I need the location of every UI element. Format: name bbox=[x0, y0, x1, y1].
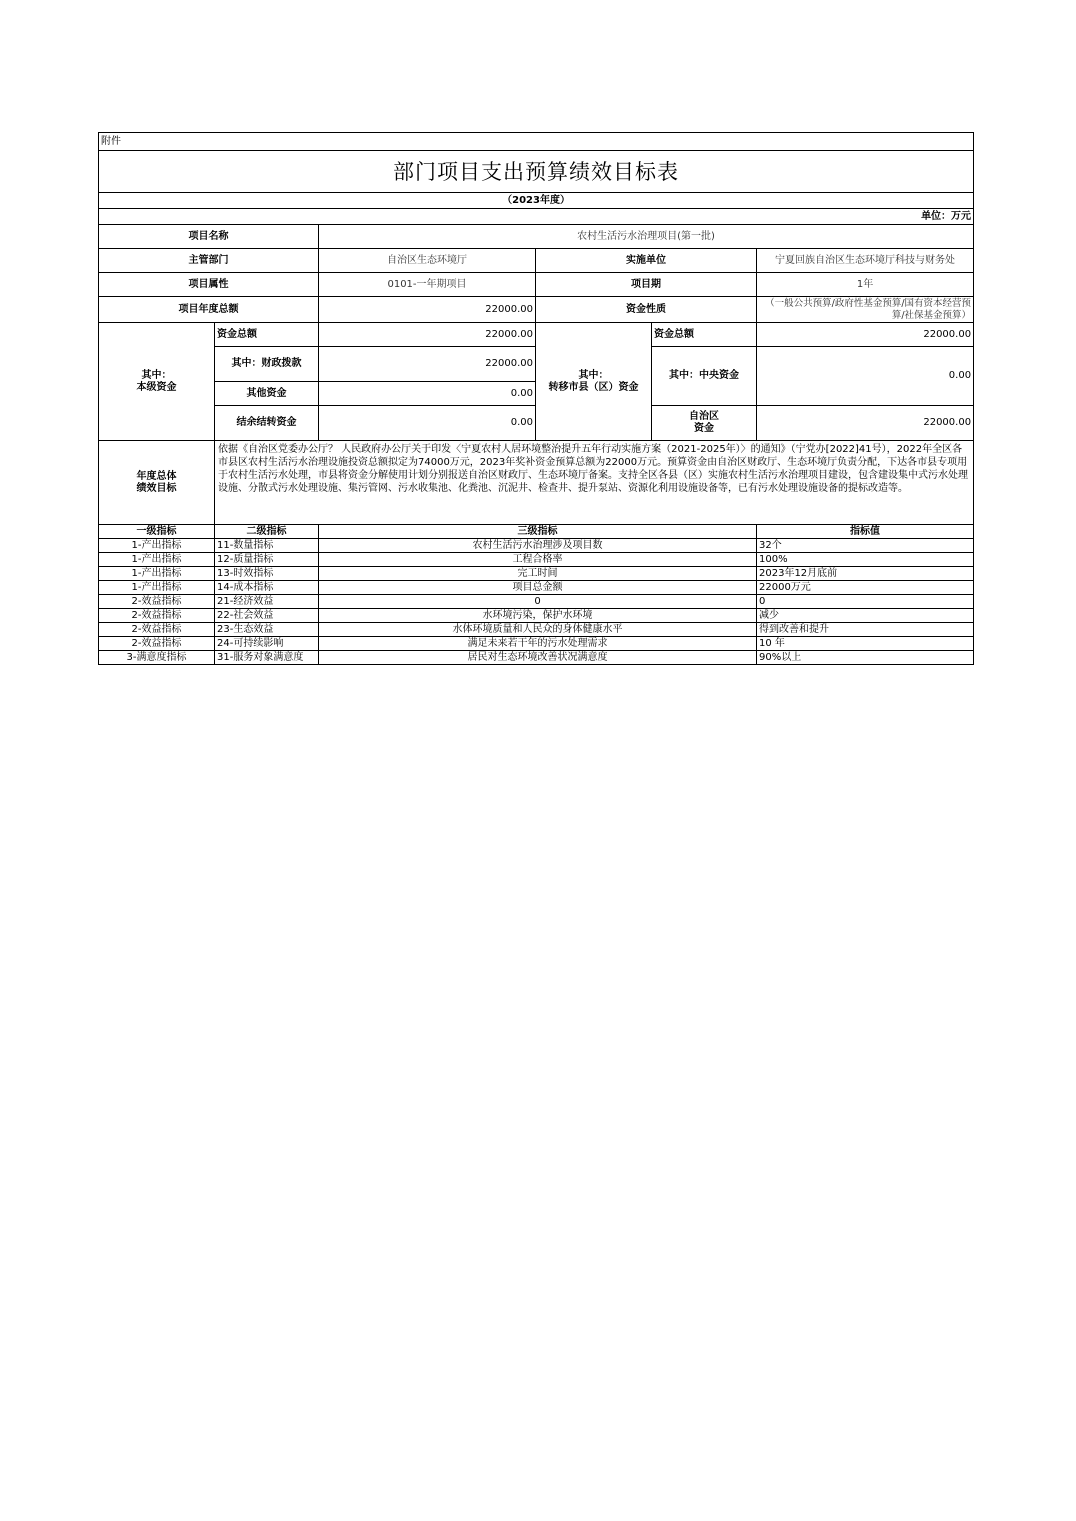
region-funds-label: 自治区 资金 bbox=[652, 406, 757, 441]
indicator-level3: 水体环境质量和人民众的身体健康水平 bbox=[319, 623, 757, 637]
indicator-row bbox=[99, 595, 974, 609]
indicator-row bbox=[99, 637, 974, 651]
indicator-level1: 1-产出指标 bbox=[99, 567, 215, 581]
indicator-row bbox=[99, 567, 974, 581]
indicator-level1: 1-产出指标 bbox=[99, 581, 215, 595]
sheet-table bbox=[98, 132, 974, 665]
annual-goal-label: 年度总体 绩效目标 bbox=[99, 441, 215, 525]
indicator-value: 32个 bbox=[757, 539, 974, 553]
indicator-level3: 居民对生态环境改善状况满意度 bbox=[319, 651, 757, 665]
indicator-level3: 项目总金额 bbox=[319, 581, 757, 595]
other-funds-label: 其他资金 bbox=[215, 382, 319, 406]
indicator-row bbox=[99, 539, 974, 553]
project-period-label: 项目期 bbox=[536, 273, 757, 297]
other-funds-value: 0.00 bbox=[319, 382, 536, 406]
central-funds-value: 0.00 bbox=[757, 347, 974, 406]
indicator-level2: 22-社会效益 bbox=[215, 609, 319, 623]
indicator-level1: 1-产出指标 bbox=[99, 539, 215, 553]
indicator-level2: 14-成本指标 bbox=[215, 581, 319, 595]
budget-performance-sheet bbox=[98, 132, 973, 665]
indicator-row bbox=[99, 651, 974, 665]
indicator-value: 0 bbox=[757, 595, 974, 609]
indicator-row bbox=[99, 581, 974, 595]
project-attr-value: 0101-一年期项目 bbox=[319, 273, 536, 297]
annual-goal-text: 依据《自治区党委办公厅？ 人民政府办公厅关于印发〈宁夏农村人居环境整治提升五年行动实施方案（2021-2025年）〉的通知》（宁党办[2022]41号），2022年全区各市县区农村生活污水治理设施投资总额拟定为74000万元，2023年奖补资金预算总额为22000万元。预算资金由自治区财政厅、生态环境厅负责分配，下达各市县专项用于农村生活污水处理，市县将资金分解使用计划分别报送自治区财政厅、生态环境厅备案。支持全区各县（区）实施农村生活污水治理项目建设，包含建设集中式污水处理设施、分散式污水处理设施、集污管网、污水收集池、化粪池、沉泥井、检查井、提升泵站、资源化利用设施设备等，已有污水处理设施设备的提标改造等。 bbox=[215, 441, 974, 525]
impl-unit-label: 实施单位 bbox=[536, 249, 757, 273]
local-total-value: 22000.00 bbox=[319, 323, 536, 347]
indicator-level2: 21-经济效益 bbox=[215, 595, 319, 609]
indicator-value: 2023年12月底前 bbox=[757, 567, 974, 581]
indicator-header-level1: 一级指标 bbox=[99, 525, 215, 539]
fiscal-allocation-label: 其中：财政拨款 bbox=[215, 347, 319, 382]
indicator-header-value: 指标值 bbox=[757, 525, 974, 539]
dept-label: 主管部门 bbox=[99, 249, 319, 273]
project-name-value: 农村生活污水治理项目(第一批) bbox=[319, 225, 974, 249]
indicator-level2: 23-生态效益 bbox=[215, 623, 319, 637]
carryover-funds-label: 结余结转资金 bbox=[215, 406, 319, 441]
impl-unit-value: 宁夏回族自治区生态环境厅科技与财务处 bbox=[757, 249, 974, 273]
indicator-level3: 农村生活污水治理涉及项目数 bbox=[319, 539, 757, 553]
indicator-row bbox=[99, 553, 974, 567]
indicator-value: 减少 bbox=[757, 609, 974, 623]
indicator-level2: 13-时效指标 bbox=[215, 567, 319, 581]
transfer-total-value: 22000.00 bbox=[757, 323, 974, 347]
fund-nature-value: （一般公共预算/政府性基金预算/国有资本经营预算/社保基金预算） bbox=[757, 297, 974, 323]
attachment-label: 附件 bbox=[99, 133, 974, 151]
indicator-header-level3: 三级指标 bbox=[319, 525, 757, 539]
indicator-value: 22000万元 bbox=[757, 581, 974, 595]
page-title: 部门项目支出预算绩效目标表 bbox=[99, 151, 974, 193]
transfer-funds-label: 其中： 转移市县（区）资金 bbox=[536, 323, 652, 441]
indicator-value: 90%以上 bbox=[757, 651, 974, 665]
indicator-value: 得到改善和提升 bbox=[757, 623, 974, 637]
indicator-level2: 12-质量指标 bbox=[215, 553, 319, 567]
fiscal-year: （2023年度） bbox=[99, 193, 974, 209]
local-total-label: 资金总额 bbox=[215, 323, 319, 347]
indicator-value: 10 年 bbox=[757, 637, 974, 651]
indicator-level1: 3-满意度指标 bbox=[99, 651, 215, 665]
indicator-header-level2: 二级指标 bbox=[215, 525, 319, 539]
indicator-level3: 满足未来若干年的污水处理需求 bbox=[319, 637, 757, 651]
carryover-funds-value: 0.00 bbox=[319, 406, 536, 441]
annual-total-label: 项目年度总额 bbox=[99, 297, 319, 323]
project-period-value: 1年 bbox=[757, 273, 974, 297]
fiscal-allocation-value: 22000.00 bbox=[319, 347, 536, 382]
indicator-row bbox=[99, 623, 974, 637]
dept-value: 自治区生态环境厅 bbox=[319, 249, 536, 273]
indicator-value: 100% bbox=[757, 553, 974, 567]
indicator-level1: 1-产出指标 bbox=[99, 553, 215, 567]
fund-nature-label: 资金性质 bbox=[536, 297, 757, 323]
indicator-level2: 24-可持续影响 bbox=[215, 637, 319, 651]
central-funds-label: 其中：中央资金 bbox=[652, 347, 757, 406]
indicator-level1: 2-效益指标 bbox=[99, 609, 215, 623]
indicator-level3: 水环境污染，保护水环境 bbox=[319, 609, 757, 623]
indicator-row bbox=[99, 609, 974, 623]
indicator-level2: 11-数量指标 bbox=[215, 539, 319, 553]
indicator-level3: 工程合格率 bbox=[319, 553, 757, 567]
region-funds-value: 22000.00 bbox=[757, 406, 974, 441]
annual-total-value: 22000.00 bbox=[319, 297, 536, 323]
local-funds-label: 其中： 本级资金 bbox=[99, 323, 215, 441]
indicator-level1: 2-效益指标 bbox=[99, 595, 215, 609]
indicator-level2: 31-服务对象满意度 bbox=[215, 651, 319, 665]
transfer-total-label: 资金总额 bbox=[652, 323, 757, 347]
unit-label: 单位：万元 bbox=[99, 209, 974, 225]
indicator-level3: 0 bbox=[319, 595, 757, 609]
indicator-level1: 2-效益指标 bbox=[99, 637, 215, 651]
indicator-level1: 2-效益指标 bbox=[99, 623, 215, 637]
project-name-label: 项目名称 bbox=[99, 225, 319, 249]
indicator-level3: 完工时间 bbox=[319, 567, 757, 581]
project-attr-label: 项目属性 bbox=[99, 273, 319, 297]
